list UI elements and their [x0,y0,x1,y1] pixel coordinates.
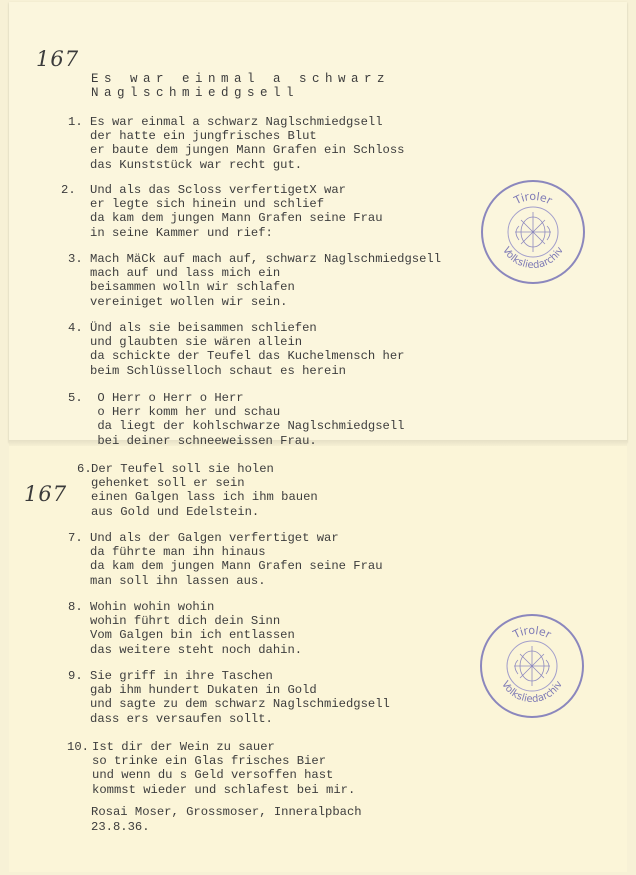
title-line-1: Es war einmal a schwarz [91,72,391,86]
stamp-text-bottom: Volksliedarchiv [499,679,565,706]
verse-line: man soll ihn lassen aus. [90,573,266,588]
verse-number: 9. [68,669,83,683]
verse-line: da kam dem jungen Mann Grafen seine Frau [90,211,383,226]
svg-text:Tiroler [510,624,553,642]
verse-line: einen Galgen lass ich ihm bauen [91,490,318,505]
verse-line: da liegt der kohlschwarze Naglschmiedgsell [90,419,405,434]
verse-number: 4. [68,321,83,335]
verse-line: vereiniget wollen wir sein. [90,294,288,309]
verse-line: gab ihm hundert Dukaten in Gold [90,683,317,698]
verse-line: Der Teufel soll sie holen [91,462,274,476]
archive-stamp-top [481,180,585,284]
stamp-text-bottom: Volksliedarchiv [500,245,566,272]
verse-line: Ist dir der Wein zu sauer [92,740,275,754]
stamp-text-top: Tiroler [512,189,555,208]
stamp-seal-icon [482,616,582,716]
verse-line: wohin führt dich dein Sinn [90,614,281,629]
verse-line: dass ers versaufen sollt. [90,711,273,726]
svg-text:Tiroler [511,190,554,208]
verse-line: kommst wieder und schlafest bei mir. [92,782,356,797]
verse-line: Und als das Scloss verfertigetX war [90,183,346,197]
verse-line: Und als der Galgen verfertiget war [90,531,339,545]
verse-line: O Herr o Herr o Herr [90,391,244,405]
verse-line: Sie griff in ihre Taschen [90,669,273,683]
verse-number: 2. [61,183,76,197]
stamp-text-top: Tiroler [511,623,554,642]
verse-number: 10. [67,740,89,754]
archive-number-bottom: 167 [24,482,68,506]
verse-line: bei deiner schneeweissen Frau. [90,433,317,448]
verse-line: beim Schlüsselloch schaut es herein [90,363,346,378]
verse-number: 5. [68,391,83,405]
verse-line: er legte sich hinein und schlief [90,197,325,212]
verse-line: beisammen wolln wir schlafen [90,280,295,295]
signature: Rosai Moser, Grossmoser, Inneralpbach [91,805,362,819]
title-line-2: Naglschmiedgsell [91,86,300,100]
verse-line: Ünd als sie beisammen schliefen [90,321,317,335]
archive-stamp-bottom [480,614,584,718]
verse-line: in seine Kammer und rief: [90,225,273,240]
verse-line: und glaubten sie wären allein [90,335,303,350]
verse-line: o Herr komm her und schau [90,405,281,420]
verse-line: und sagte zu dem schwarz Naglschmiedgsell [90,697,390,712]
verse-line: da führte man ihn hinaus [90,545,266,560]
verse-line: mach auf und lass mich ein [90,266,281,281]
verse-number: 8. [68,600,83,614]
date: 23.8.36. [91,820,150,834]
verse-number: 3. [68,252,83,266]
verse-number: 1. [68,115,83,129]
verse-line: der hatte ein jungfrisches Blut [90,129,317,144]
archive-number-top: 167 [36,47,80,71]
verse-number: 7. [68,531,83,545]
verse-line: das weitere steht noch dahin. [90,642,303,657]
verse-line: das Kunststück war recht gut. [90,157,303,172]
verse-line: Es war einmal a schwarz Naglschmiedgsell [90,115,383,129]
verse-line: und wenn du s Geld versoffen hast [92,768,334,783]
verse-line: da schickte der Teufel das Kuchelmensch her [90,349,405,364]
verse-line: aus Gold und Edelstein. [91,504,260,519]
verse-line: er baute dem jungen Mann Grafen ein Schloss [90,143,405,158]
verse-line: gehenket soll er sein [91,476,245,491]
verse-line: Vom Galgen bin ich entlassen [90,628,295,643]
verse-line: so trinke ein Glas frisches Bier [92,754,327,769]
verse-line: Mach MäCk auf mach auf, schwarz Naglschmiedgsell [90,252,442,266]
verse-number: 6. [77,462,92,476]
stamp-seal-icon [483,182,583,282]
verse-line: da kam dem jungen Mann Grafen seine Frau [90,559,383,574]
verse-line: Wohin wohin wohin [90,600,215,614]
